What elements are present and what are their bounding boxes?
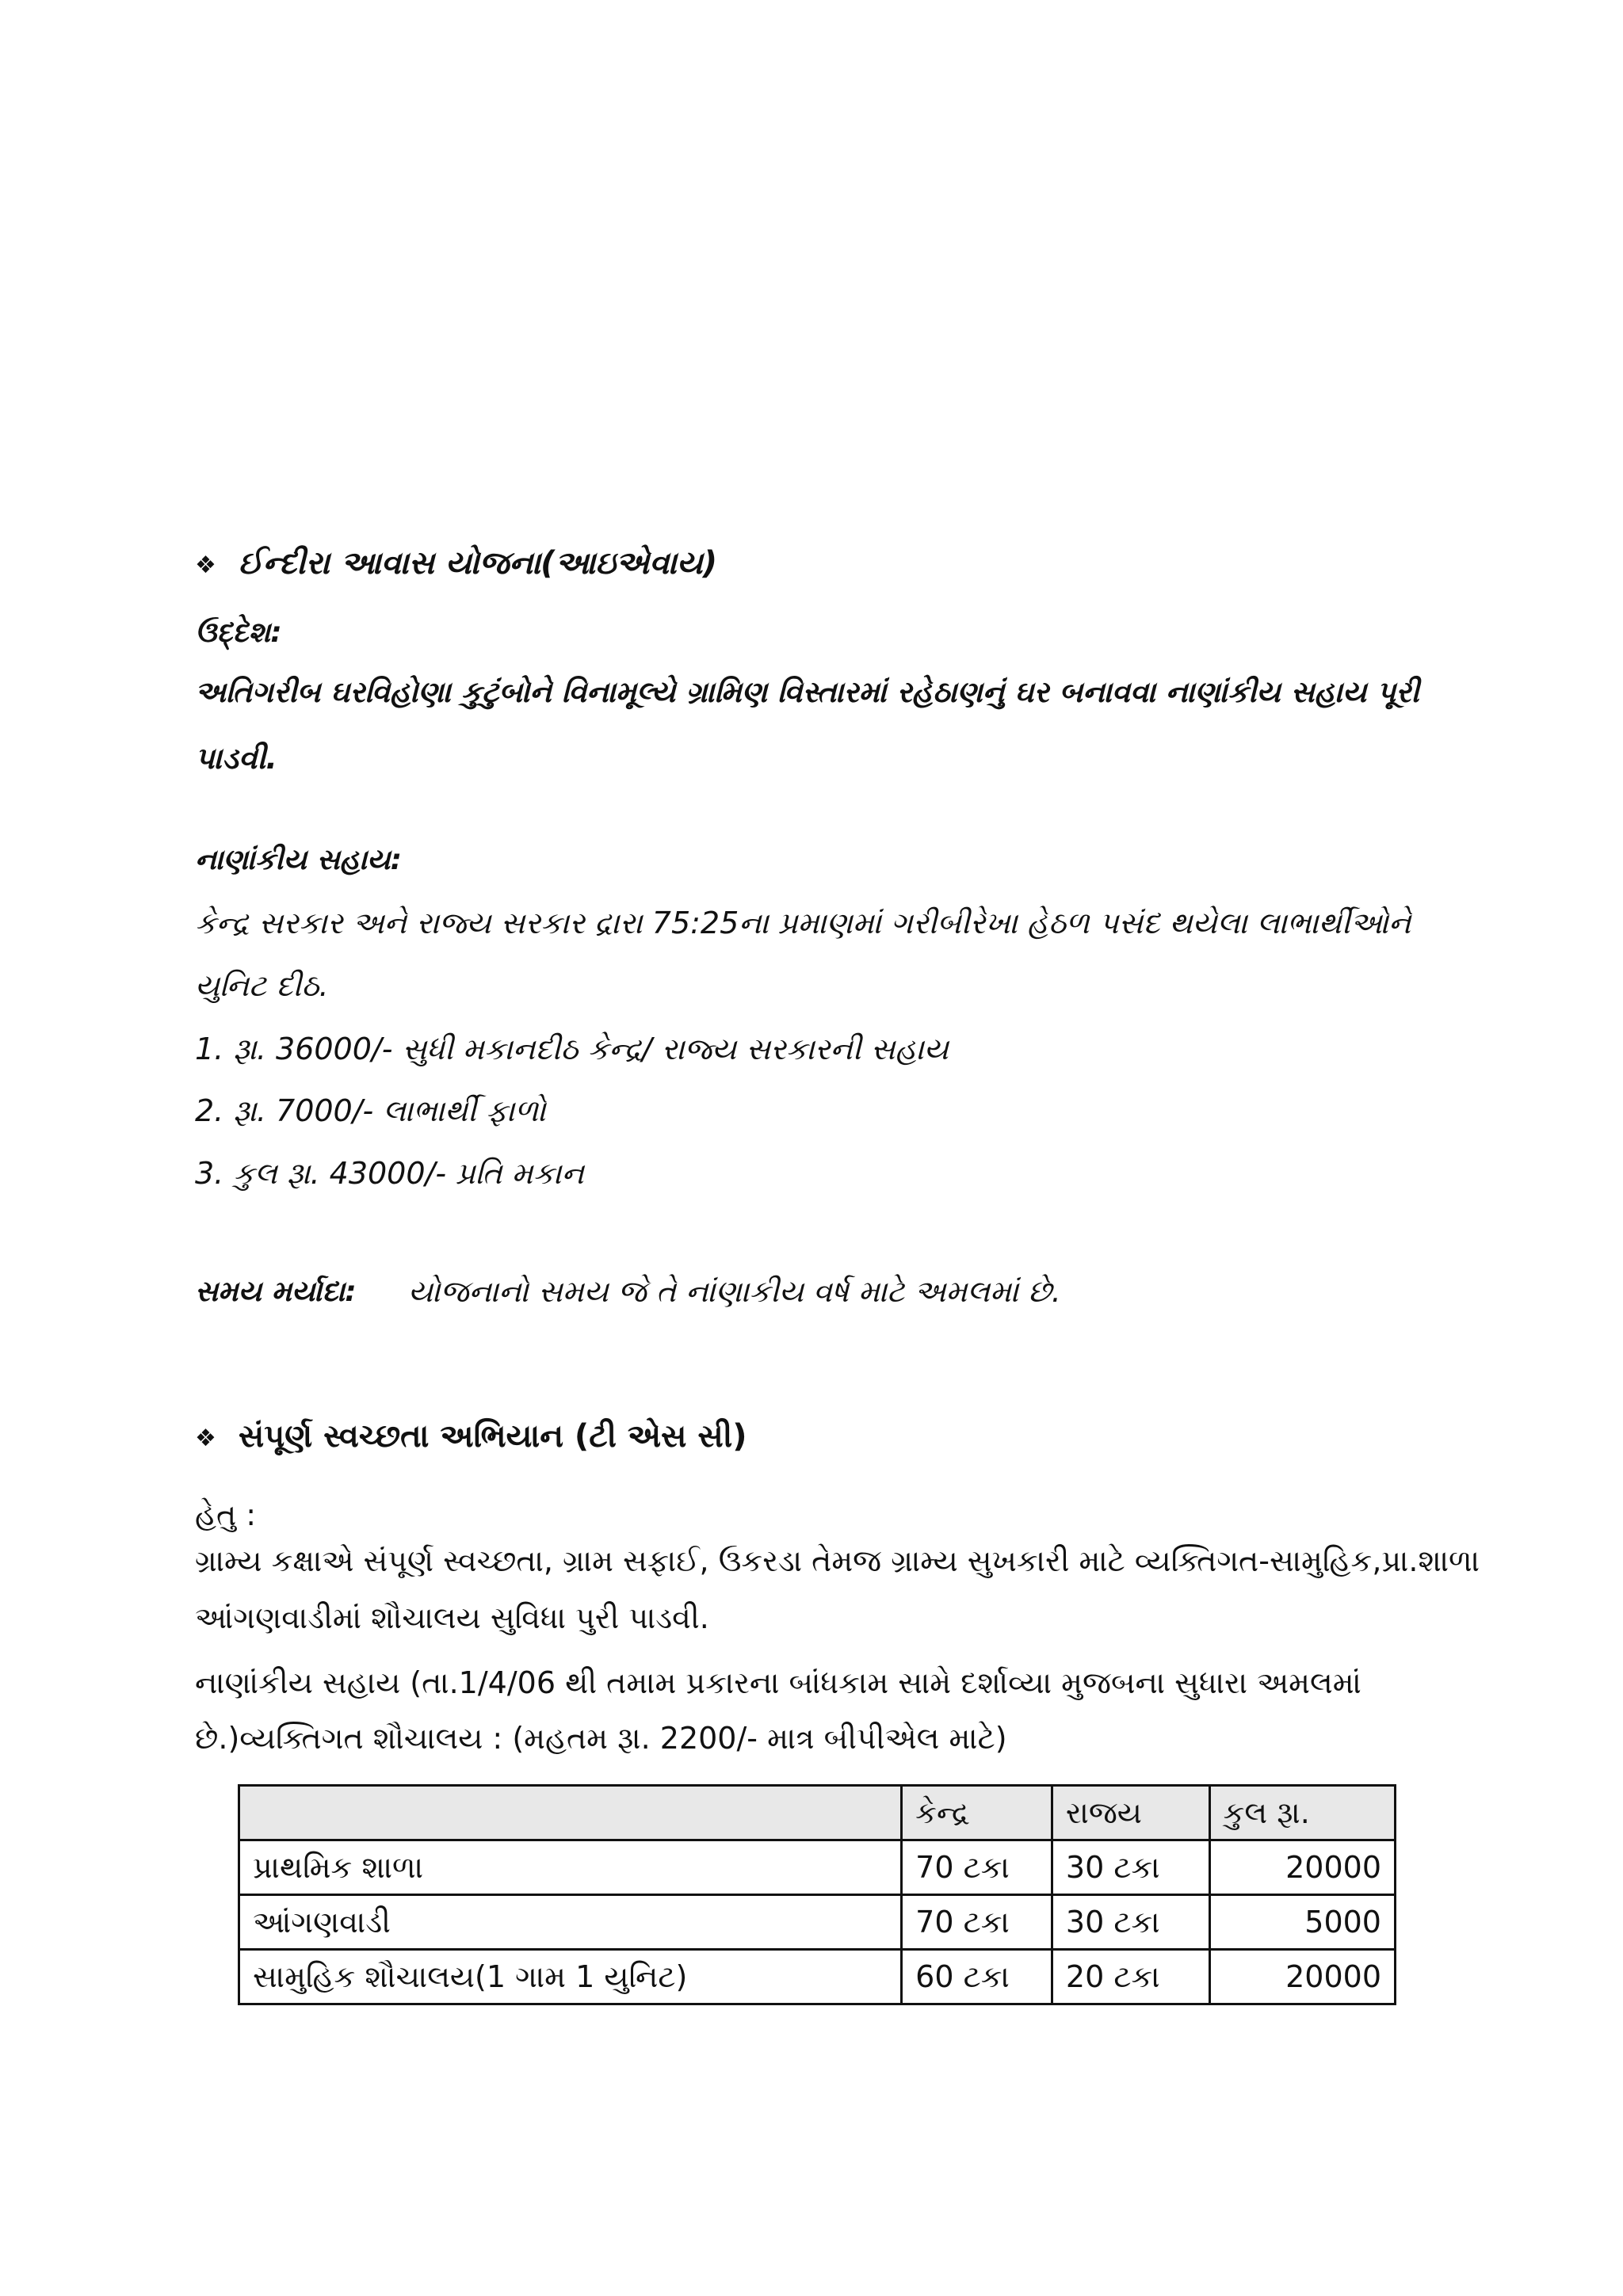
list-item: 3. કુલ રૂા. 43000/- પ્રતિ મકાન bbox=[195, 1156, 584, 1191]
diamond-bullet-icon: ❖ bbox=[195, 1424, 216, 1452]
table-header-cell: કેન્દ્ર bbox=[902, 1786, 1052, 1840]
table-cell: 70 ટકા bbox=[902, 1840, 1052, 1895]
table-cell: 30 ટકા bbox=[1052, 1895, 1209, 1950]
purpose-line-1: ગ્રામ્ય કક્ષાએ સંપૂર્ણ સ્વચ્છતા, ગ્રામ સફાઈ, ઉકરડા તેમજ ગ્રામ્ય સુખકારી માટે વ્યક્તિગત-સામુહિક,પ્રા.શાળા bbox=[195, 1543, 1480, 1578]
table-cell: 5000 bbox=[1209, 1895, 1395, 1950]
purpose-line-2: આંગણવાડીમાં શૌચાલય સુવિધા પુરી પાડવી. bbox=[195, 1600, 709, 1635]
table-header-cell: કુલ રૂા. bbox=[1209, 1786, 1395, 1840]
time-limit-text: યોજનાનો સમય જે તે નાંણાકીય વર્ષ માટે અમલમાં છે. bbox=[408, 1274, 1061, 1309]
list-item: 1. રૂા. 36000/- સુધી મકાનદીઠ કેન્દ્ર/ રાજ્ય સરકારની સહાય bbox=[195, 1032, 949, 1066]
table-cell: સામુહિક શૌચાલય(1 ગામ 1 યુનિટ) bbox=[239, 1950, 902, 2004]
table-header-row bbox=[239, 1786, 1396, 1840]
section1-title: ઈન્દીરા આવાસ યોજના(આઇએવાય) bbox=[238, 545, 717, 582]
table-row bbox=[239, 1840, 1396, 1895]
table-row bbox=[239, 1950, 1396, 2004]
objective-label: ઉદ્દેશ: bbox=[195, 616, 282, 649]
sanitation-funding-table bbox=[238, 1784, 1396, 2005]
finance2-line-1: નાણાંકીય સહાય (તા.1/4/06 થી તમામ પ્રકારના બાંધકામ સામે દર્શાવ્યા મુજબના સુધારા અમલમાં bbox=[195, 1665, 1361, 1700]
objective-line-1: અતિગરીબ ઘરવિહોણા કુટુંબોને વિનામૂલ્યે ગ્રામિણ વિસ્તારમાં રહેઠાણનું ઘર બનાવવા નાણાંકીય સહાય પૂરી bbox=[195, 675, 1419, 709]
section2-title: સંપૂર્ણ સ્વચ્છતા અભિયાન (ટી એસ સી) bbox=[238, 1418, 747, 1455]
table-header-cell: રાજય bbox=[1052, 1786, 1209, 1840]
table-cell: 20 ટકા bbox=[1052, 1950, 1209, 2004]
finance-line-1: કેન્દ્ર સરકાર અને રાજ્ય સરકાર દ્રારા 75:25ના પ્રમાણમાં ગરીબીરેખા હેઠળ પસંદ થયેલા લાભાર્થીઓને bbox=[195, 906, 1411, 940]
section1-heading bbox=[195, 545, 717, 582]
table-cell: 20000 bbox=[1209, 1840, 1395, 1895]
table-cell: આંગણવાડી bbox=[239, 1895, 902, 1950]
purpose-label: હેતુ : bbox=[195, 1497, 257, 1532]
table-cell: 20000 bbox=[1209, 1950, 1395, 2004]
section2-heading bbox=[195, 1418, 747, 1455]
table-cell: 30 ટકા bbox=[1052, 1840, 1209, 1895]
table-cell: 60 ટકા bbox=[902, 1950, 1052, 2004]
finance-line-2: યુનિટ દીઠ. bbox=[195, 968, 329, 1003]
objective-line-2: પાડવી. bbox=[195, 741, 277, 776]
table-header-cell bbox=[239, 1786, 902, 1840]
diamond-bullet-icon: ❖ bbox=[195, 551, 216, 579]
table-cell: પ્રાથમિક શાળા bbox=[239, 1840, 902, 1895]
time-limit-label: સમય મર્યાદા: bbox=[195, 1276, 357, 1308]
finance-label: નાણાંકીય સહાય: bbox=[195, 844, 403, 876]
table-cell: 70 ટકા bbox=[902, 1895, 1052, 1950]
list-item: 2. રૂા. 7000/- લાભાર્થી ફાળો bbox=[195, 1093, 546, 1128]
table-row bbox=[239, 1895, 1396, 1950]
finance2-line-2: છે.)વ્યક્તિગત શૌચાલય : (મહતમ રૂા. 2200/- માત્ર બીપીએલ માટે) bbox=[195, 1721, 1007, 1756]
